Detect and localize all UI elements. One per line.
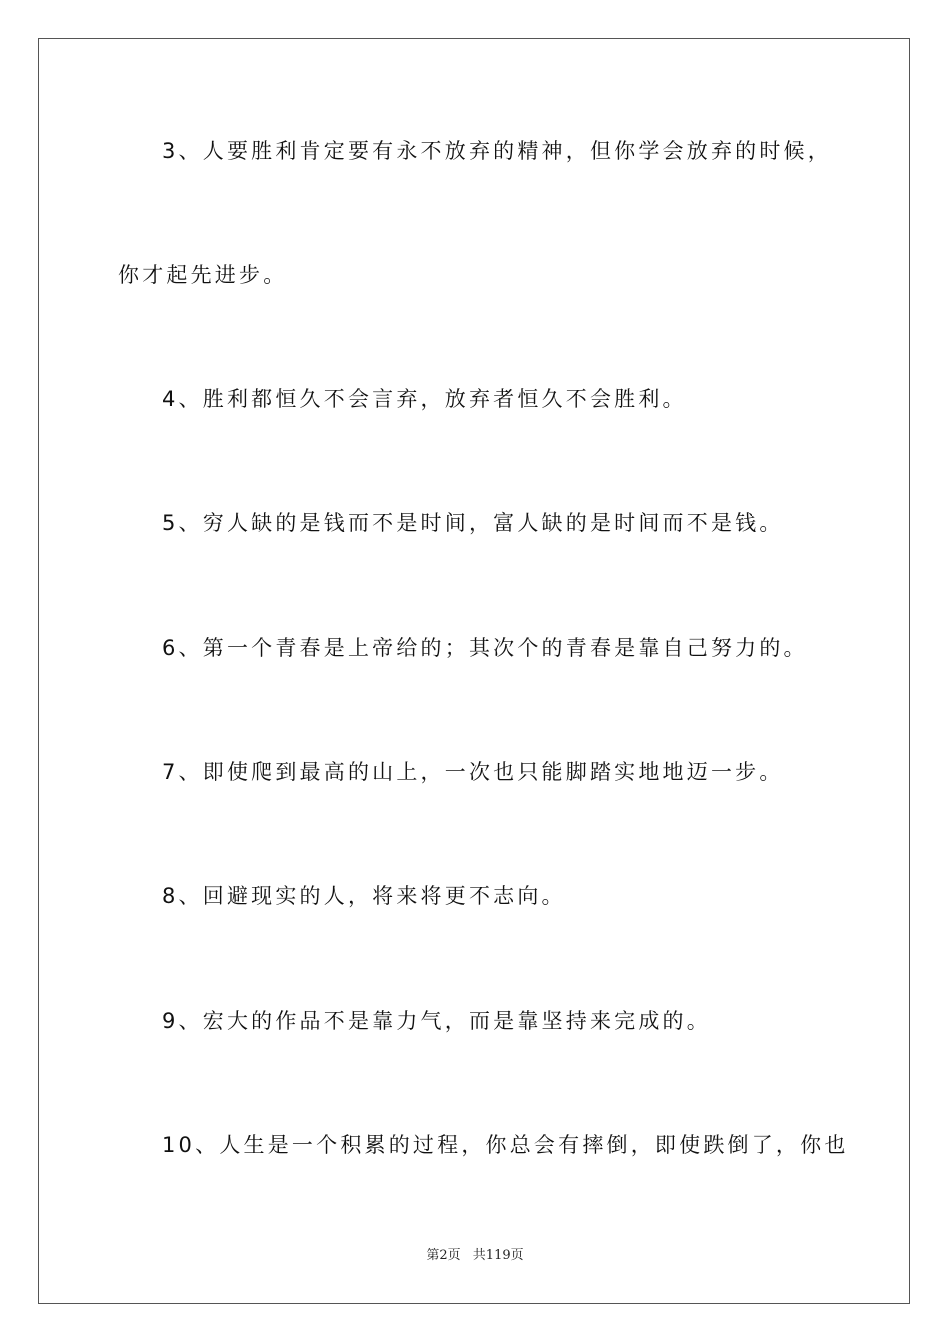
page-border <box>38 38 910 1304</box>
page-number: 第2页 <box>426 1248 461 1263</box>
paragraph-3-line-2: 你才起先进步。 <box>118 263 288 287</box>
paragraph-3-line-1: 3、人要胜利肯定要有永不放弃的精神，但你学会放弃的时候， <box>162 139 832 163</box>
paragraph-4: 4、胜利都恒久不会言弃，放弃者恒久不会胜利。 <box>162 387 687 411</box>
paragraph-9: 9、宏大的作品不是靠力气，而是靠坚持来完成的。 <box>162 1009 711 1033</box>
paragraph-8: 8、回避现实的人，将来将更不志向。 <box>162 884 566 908</box>
paragraph-6: 6、第一个青春是上帝给的；其次个的青春是靠自己努力的。 <box>162 636 808 660</box>
paragraph-10-line-1: 10、人生是一个积累的过程，你总会有摔倒，即使跌倒了，你也 <box>162 1133 849 1157</box>
paragraph-7: 7、即使爬到最高的山上，一次也只能脚踏实地地迈一步。 <box>162 760 784 784</box>
page-footer <box>0 1244 950 1263</box>
page-total: 共119页 <box>472 1248 524 1263</box>
paragraph-5: 5、穷人缺的是钱而不是时间，富人缺的是时间而不是钱。 <box>162 511 784 535</box>
